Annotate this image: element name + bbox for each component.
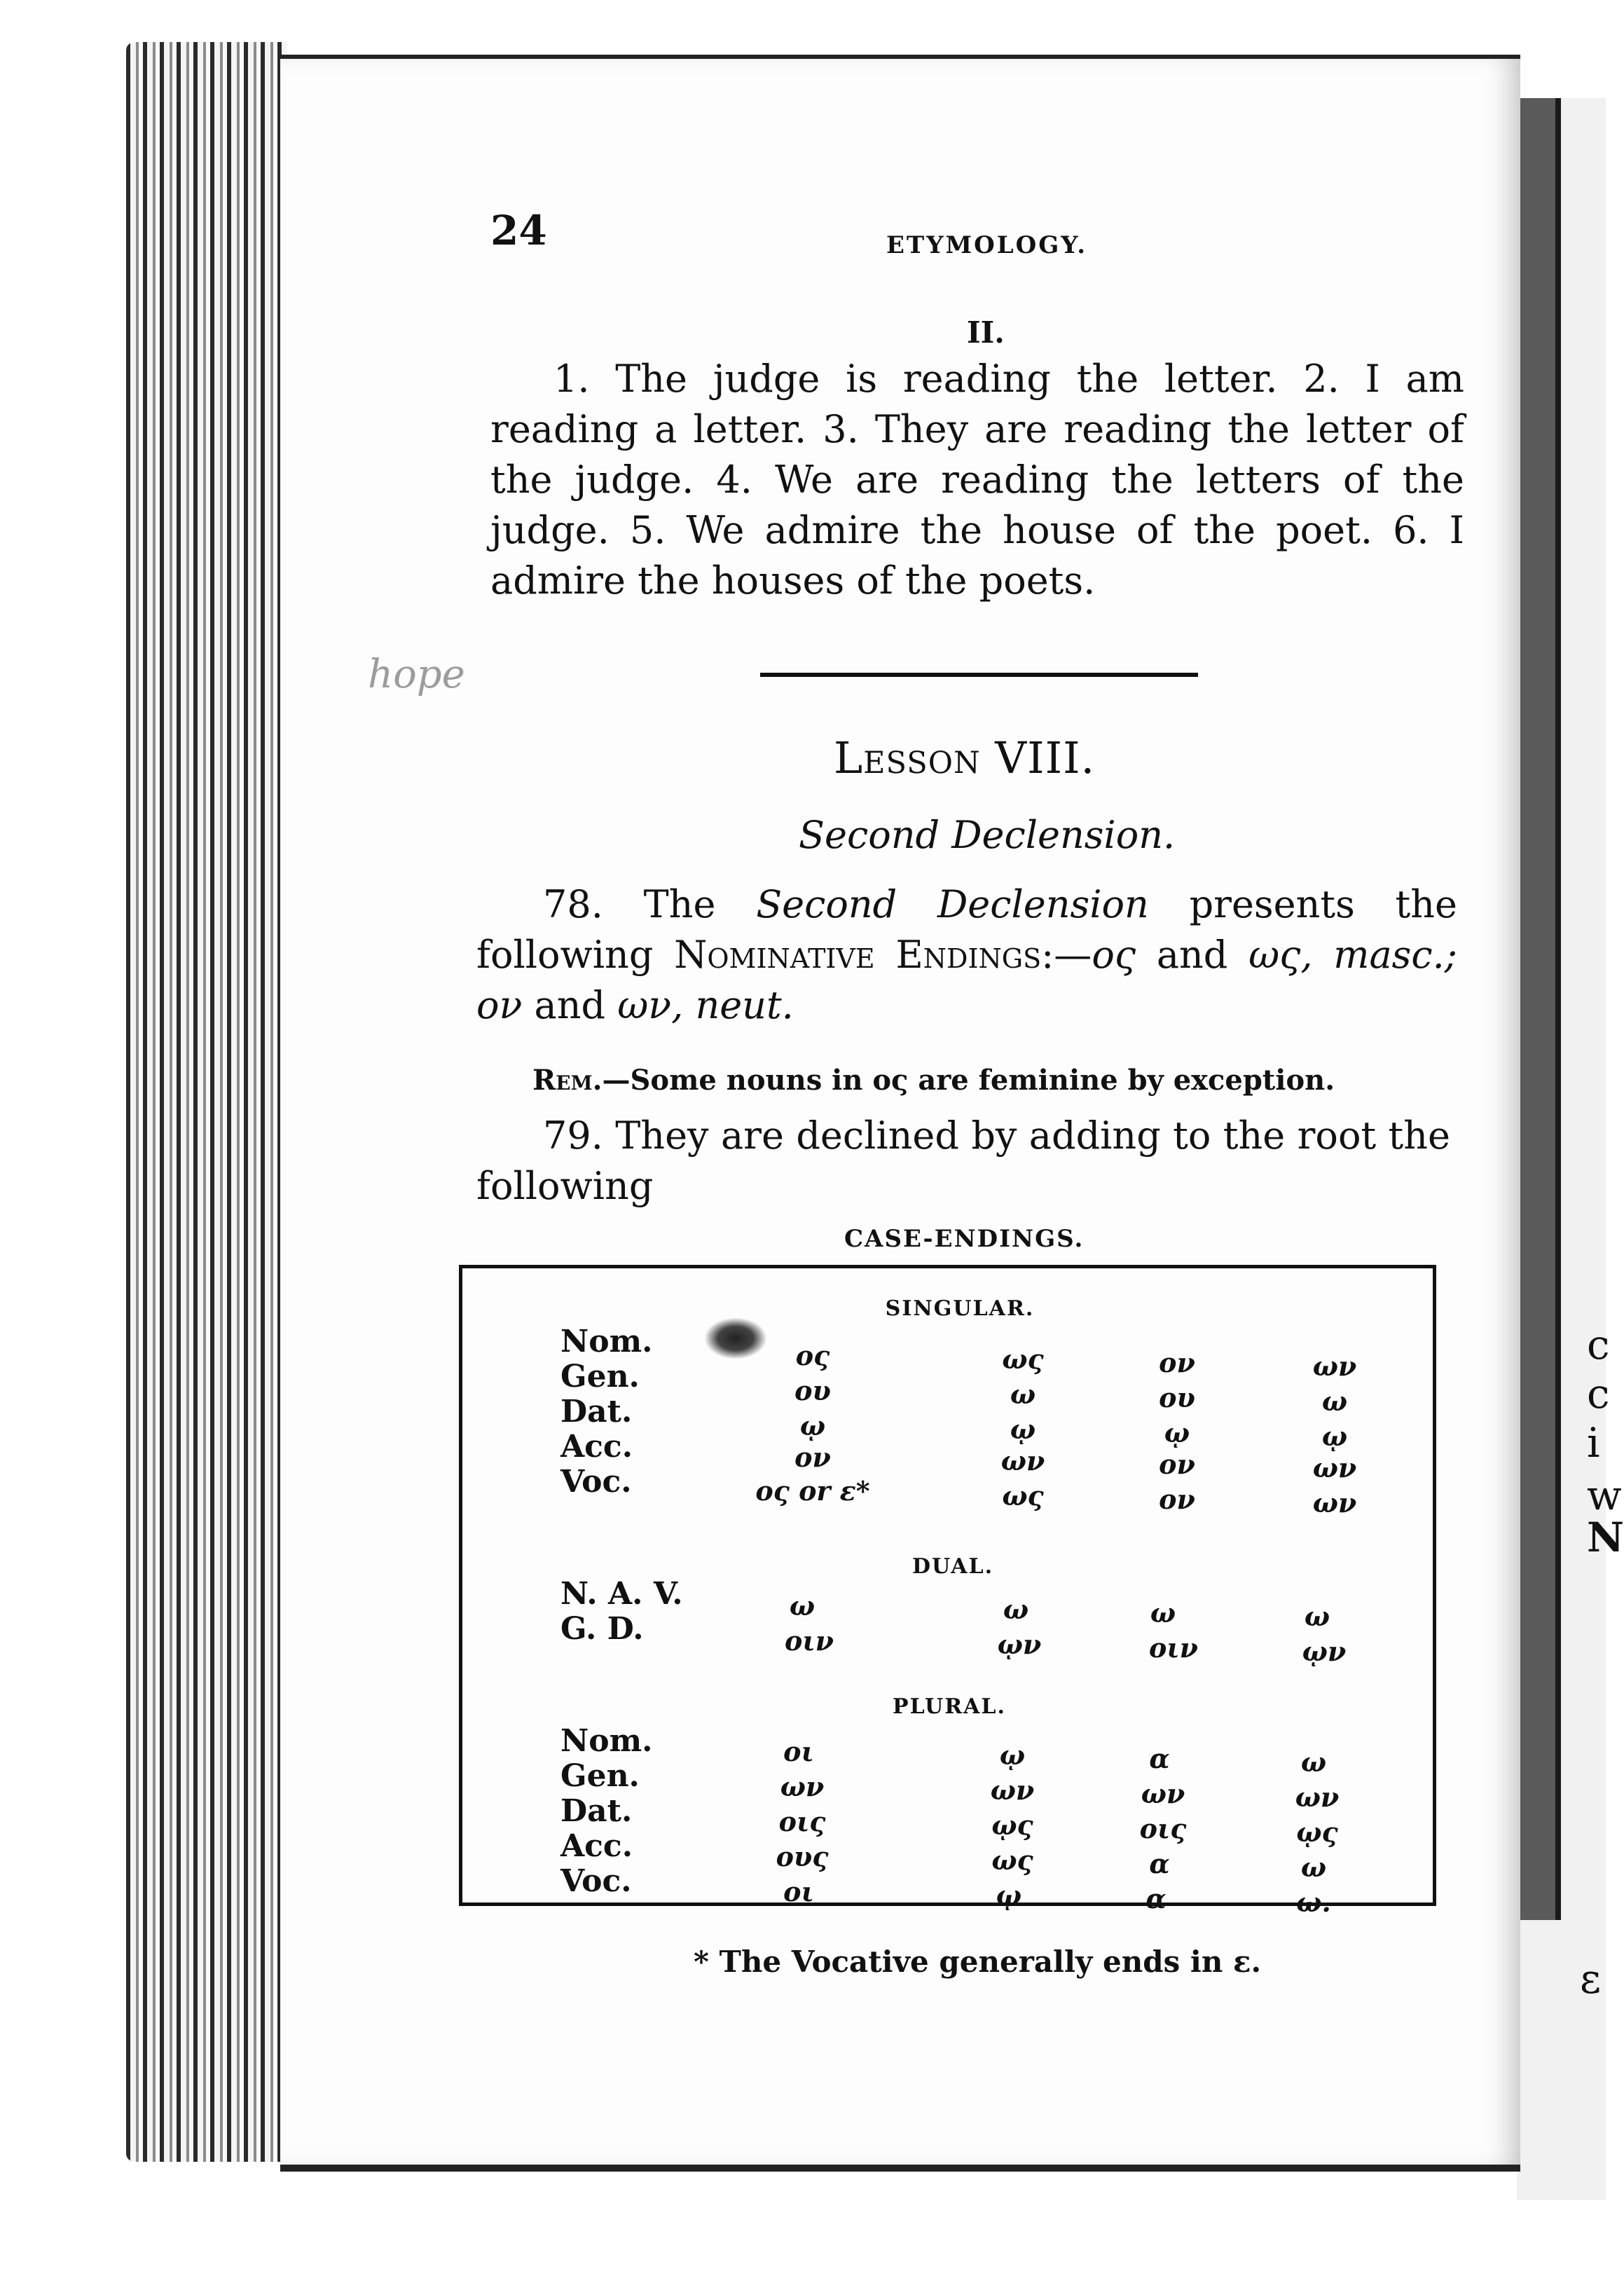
ending-cell: α bbox=[1145, 1883, 1167, 1914]
section-divider bbox=[760, 673, 1198, 677]
ending-cell: οι bbox=[783, 1876, 814, 1907]
remark-label: Rem. bbox=[532, 1064, 603, 1097]
exercise-heading: II. bbox=[967, 315, 1005, 350]
gender-label: neut. bbox=[695, 983, 794, 1027]
paragraph-79: 79. They are declined by adding to the root the following bbox=[476, 1113, 1450, 1208]
ending-cell: οι bbox=[783, 1736, 814, 1767]
running-head: ETYMOLOGY. bbox=[886, 231, 1088, 259]
p78-and: and bbox=[534, 983, 606, 1027]
case-label: Gen. bbox=[560, 1359, 640, 1394]
ending-cell: ω bbox=[1150, 1597, 1176, 1629]
ending-cell: ῳ bbox=[799, 1410, 826, 1441]
ending-cell: ῳ bbox=[999, 1739, 1026, 1771]
case-label: Dat. bbox=[560, 1793, 633, 1829]
gender-label: masc.; bbox=[1333, 933, 1457, 977]
ending-cell: ος or ε* bbox=[755, 1475, 870, 1507]
case-label: Dat. bbox=[560, 1394, 633, 1430]
section-label-plural: PLURAL. bbox=[893, 1694, 1006, 1719]
ending-cell: ους bbox=[776, 1841, 829, 1872]
lesson-subtitle: Second Declension. bbox=[799, 813, 1176, 857]
greek-ending: ως, bbox=[1248, 933, 1313, 977]
ending-cell: ω bbox=[1304, 1600, 1330, 1632]
ending-cell: ων bbox=[1141, 1778, 1185, 1809]
section-label-dual: DUAL. bbox=[911, 1554, 994, 1579]
facing-page-gutter bbox=[1517, 98, 1561, 1920]
greek-ending: ων, bbox=[617, 983, 684, 1027]
p78-label: Nominative Endings bbox=[674, 933, 1042, 977]
ending-cell: ου bbox=[794, 1375, 831, 1406]
remark-text: —Some nouns in ος are feminine by exception. bbox=[602, 1064, 1335, 1097]
ending-cell: ως bbox=[1002, 1343, 1044, 1375]
ending-cell: οις bbox=[1139, 1813, 1187, 1844]
facing-page-fragment: w bbox=[1587, 1472, 1622, 1519]
paragraph-78 bbox=[476, 879, 1457, 1031]
ending-cell: ον bbox=[1159, 1347, 1195, 1378]
remark bbox=[532, 1064, 1335, 1097]
facing-page-fragment: ε bbox=[1580, 1955, 1602, 2003]
ending-cell: ω. bbox=[1296, 1886, 1331, 1918]
case-label: Voc. bbox=[560, 1863, 632, 1899]
page-number: 24 bbox=[490, 207, 547, 254]
ending-cell: ῳ bbox=[1321, 1420, 1348, 1452]
p78-text: presents the following bbox=[476, 882, 1457, 977]
facing-page-fragment: N bbox=[1587, 1514, 1624, 1561]
case-label: Gen. bbox=[560, 1758, 640, 1794]
facing-page-fragment: c bbox=[1587, 1321, 1610, 1369]
case-label: Voc. bbox=[560, 1464, 632, 1500]
exercise-text: 1. The judge is reading the letter. 2. I am reading a letter. 3. They are reading the letter of the judge. 4. We are reading the letters of the judge. 5. We admire the house of the poet. 6. I admire the houses of the poets. bbox=[490, 357, 1464, 603]
ending-cell: ω bbox=[789, 1590, 816, 1622]
p78-term: Second Declension bbox=[756, 882, 1149, 926]
facing-page-fragment: c bbox=[1587, 1370, 1610, 1418]
ending-cell: ω bbox=[1010, 1378, 1036, 1410]
case-label: N. A. V. bbox=[560, 1576, 683, 1612]
ending-cell: οιν bbox=[1148, 1632, 1199, 1664]
case-label: Acc. bbox=[560, 1429, 633, 1465]
ending-cell: ω bbox=[1300, 1746, 1327, 1778]
ending-cell: ῳς bbox=[1296, 1816, 1338, 1848]
ending-cell: ω bbox=[1003, 1593, 1029, 1625]
ending-cell: ον bbox=[1159, 1448, 1195, 1480]
case-label: G. D. bbox=[560, 1611, 644, 1647]
ending-cell: ω bbox=[1321, 1385, 1348, 1417]
ending-cell: ος bbox=[795, 1340, 830, 1371]
footnote: * The Vocative generally ends in ε. bbox=[694, 1945, 1262, 1979]
ending-cell: ον bbox=[794, 1441, 831, 1473]
greek-ending: ος bbox=[1092, 933, 1136, 977]
lesson-title: Lesson VIII. bbox=[834, 732, 1096, 783]
case-label: Nom. bbox=[560, 1324, 653, 1359]
case-label: Nom. bbox=[560, 1723, 653, 1759]
p78-and: and bbox=[1156, 933, 1228, 977]
book-page-edges bbox=[126, 42, 287, 2162]
ending-cell: ον bbox=[1159, 1483, 1195, 1515]
ending-cell: ου bbox=[1159, 1382, 1195, 1413]
ending-cell: ως bbox=[1002, 1480, 1044, 1511]
ending-cell: ῳ bbox=[1010, 1413, 1036, 1445]
ending-cell: ῳν bbox=[1302, 1636, 1347, 1667]
facing-page-fragment: i bbox=[1587, 1419, 1600, 1467]
ending-cell: ων bbox=[1295, 1781, 1340, 1813]
section-label-singular: SINGULAR. bbox=[885, 1296, 1035, 1321]
ending-cell: ων bbox=[1312, 1487, 1357, 1519]
ending-cell: α bbox=[1149, 1743, 1170, 1774]
pencil-margin-note: hope bbox=[368, 652, 465, 697]
ending-cell: ων bbox=[1312, 1350, 1357, 1382]
ending-cell: ων bbox=[990, 1774, 1035, 1806]
ending-cell: α bbox=[1149, 1848, 1170, 1879]
greek-ending: ον bbox=[476, 983, 523, 1027]
ending-cell: ων bbox=[1000, 1445, 1045, 1476]
ending-cell: ῳν bbox=[997, 1629, 1042, 1660]
ending-cell: ων bbox=[780, 1771, 825, 1802]
ending-cell: ων bbox=[1312, 1452, 1357, 1483]
case-label: Acc. bbox=[560, 1828, 633, 1864]
ending-cell: οις bbox=[778, 1806, 826, 1837]
table-heading: CASE-ENDINGS. bbox=[844, 1225, 1085, 1253]
ending-cell: ως bbox=[991, 1844, 1033, 1876]
ending-cell: ῳς bbox=[991, 1809, 1033, 1841]
ending-cell: ῳ bbox=[996, 1879, 1022, 1911]
ending-cell: ῳ bbox=[1164, 1417, 1190, 1448]
p78-dash: :— bbox=[1041, 933, 1092, 977]
p78-number: 78. The bbox=[543, 882, 716, 926]
ending-cell: οιν bbox=[784, 1625, 834, 1657]
ending-cell: ω bbox=[1300, 1851, 1327, 1883]
